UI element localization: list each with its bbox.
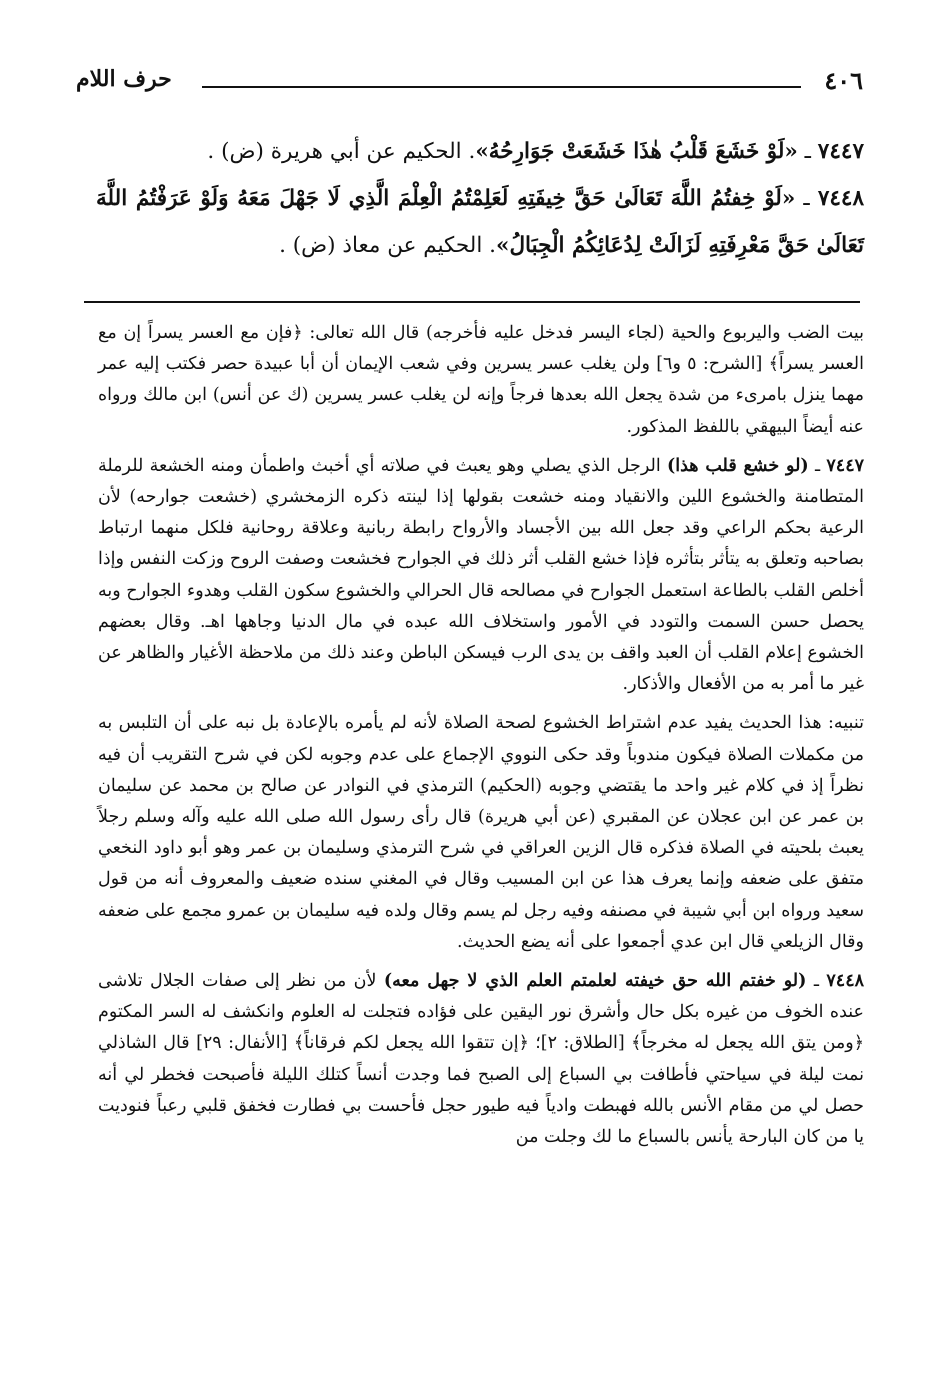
entry-dash: ـ (797, 139, 818, 164)
hadith-text: «لَوْ خِفتُمُ اللَّهَ تَعَالَىٰ حَقَّ خِيفَتِهِ لَعَلِمْتُمُ الْعِلْمَ الَّذِي لَا جَهْلَ مَعَهُ وَلَوْ عَرَفْتُمُ اللَّهَ تَعَالَىٰ حَقَّ مَعْرِفَتِهِ لَزَالَتْ لِدُعَائِكُمُ الْجِبَالُ» (96, 186, 864, 258)
commentary-lemma: (لو خشع قلب هذا) (666, 455, 809, 476)
section-separator (84, 301, 860, 303)
header-rule (202, 86, 801, 88)
main-text (96, 128, 864, 269)
commentary-paragraph (98, 318, 864, 443)
hadith-source: . الحكيم عن معاذ (ض) . (279, 233, 496, 258)
entry-number: ٧٤٤٧ (817, 139, 864, 164)
page-header (76, 66, 863, 100)
hadith-entry (96, 128, 864, 175)
page-number: ٤٠٦ (824, 66, 863, 95)
commentary (98, 318, 864, 1161)
commentary-text: الرجل الذي يصلي وهو يعبث في صلاته أي أخبث واطمأن ومنه الخشعة للرملة المتطامنة والخشوع اللين والانقياد ومنه خشعت بقولها إذا لينته ذكره الزمخشري (خشعت جوارحه) لأن الرعية بحكم الراعي وقد جعل الله بين الأجساد والأرواح رابطة ربانية وعلاقة روحانية فلكل منهما ارتباط بصاحبه وتعلق به يتأثر بتأثره فإذا خشع القلب أثر ذلك في الجوارح فخشعت وصفت الروح وزكت النفس وإذا أخلص القلب بالطاعة استعمل الجوارح في مصالحه قال الحرالي والخشوع سكون القلب وهدوء الجوارح وبه يحصل حسن السمت والتودد في الأمور واستخلاف الله عبده في مال الدنيا وجاهها اهـ. وقال بعضهم الخشوع إعلام القلب أن العبد واقف بن يدى الرب فيسكن الباطن وعند ذلك من ملاحظة الأغيار والظاهر عن غير ما أمر به من الأفعال والأذكار. (98, 455, 864, 695)
commentary-number: ٧٤٤٧ (826, 455, 864, 476)
commentary-text: لأن من نظر إلى صفات الجلال تلاشى عنده الخوف من غيره بكل حال وأشرق نور اليقين على فؤاده فتجلت له العلوم وانكشف له السر المكتوم ﴿ومن يتق الله يجعل له مخرجاً﴾ [الطلاق: ٢]؛ ﴿إن تتقوا الله يجعل لكم فرقاناً﴾ [الأنفال: ٢٩] قال الشاذلي نمت ليلة في سياحتي فأطافت بي السباع إلى الصبح فما وجدت أنساً كتلك الليلة فأصبحت فخطر لي أنه حصل لي من مقام الأنس بالله فهبطت وادياً فيه طيور حجل فأحست بي فطارت فخفق قلبي رعباً فنوديت يا من كان البارحة يأنس بالسباع ما لك وجلت من (98, 971, 864, 1148)
commentary-number: ٧٤٤٨ (826, 971, 864, 992)
hadith-source: . الحكيم عن أبي هريرة (ض) . (207, 139, 476, 164)
commentary-paragraph (98, 708, 864, 958)
entry-number: ٧٤٤٨ (817, 186, 865, 211)
commentary-lemma: (لو خفتم الله حق خيفته لعلمتم العلم الذي لا جهل معه) (383, 971, 807, 992)
hadith-entry (96, 175, 864, 269)
entry-dash: ـ (795, 186, 818, 211)
running-title: حرف اللام (76, 66, 172, 92)
commentary-text: بيت الضب واليربوع والحية (لجاء اليسر فدخل عليه فأخرجه) قال الله تعالى: ﴿فإن مع العسر يسراً إن مع العسر يسراً﴾ [الشرح: ٥ و٦] ولن يغلب عسر يسرين وفي شعب الإيمان أن أبا عبيدة حصر فكتب إليه عمر مهما ينزل بامرىء من شدة يجعل الله بعدها فرجاً وإنه لن يغلب عسر يسرين (ك عن أنس) ابن مالك ورواه عنه أيضاً البيهقي باللفظ المذكور. (98, 323, 864, 437)
commentary-paragraph: ٧٤٤٨ ـ (لو خفتم الله حق خيفته لعلمتم العلم الذي لا جهل معه) لأن من نظر إلى صفات الجلال تلاشى عنده الخوف من غيره بكل حال وأشرق نور اليقين على فؤاده فتجلت له العلوم وانكشف له السر المكتوم ﴿ومن يتق الله يجعل له مخرجاً﴾ [الطلاق: ٢]؛ ﴿إن تتقوا الله يجعل لكم فرقاناً﴾ [الأنفال: ٢٩] قال الشاذلي نمت ليلة في سياحتي فأطافت بي السباع إلى الصبح فما وجدت أنساً كتلك الليلة فأصبحت فخطر لي أنه حصل لي من مقام الأنس بالله فهبطت وادياً فيه طيور حجل فأحست بي فطارت فخفق قلبي رعباً فنوديت يا من كان البارحة يأنس بالسباع ما لك وجلت من (98, 971, 864, 1148)
commentary-paragraph: ٧٤٤٧ ـ (لو خشع قلب هذا) الرجل الذي يصلي وهو يعبث في صلاته أي أخبث واطمأن ومنه الخشعة للرملة المتطامنة والخشوع اللين والانقياد ومنه خشعت بقولها إذا لينته ذكره الزمخشري (خشعت جوارحه) لأن الرعية بحكم الراعي وقد جعل الله بين الأجساد والأرواح رابطة ربانية وعلاقة روحانية فلكل منهما ارتباط بصاحبه وتعلق به يتأثر بتأثره فإذا خشع القلب أثر ذلك في الجوارح فخشعت وصفت الروح وزكت النفس وإذا أخلص القلب بالطاعة استعمل الجوارح في مصالحه قال الحرالي والخشوع سكون القلب وهدوء الجوارح وبه يحصل حسن السمت والتودد في الأمور واستخلاف الله عبده في مال الدنيا وجاهها اهـ. وقال بعضهم الخشوع إعلام القلب أن العبد واقف بن يدى الرب فيسكن الباطن وعند ذلك من ملاحظة الأغيار والظاهر عن غير ما أمر به من الأفعال والأذكار. (98, 455, 864, 695)
hadith-text: «لَوْ خَشَعَ قَلْبُ هٰذَا خَشَعَتْ جَوَارِحُهُ» (475, 139, 798, 164)
commentary-text: تنبيه: هذا الحديث يفيد عدم اشتراط الخشوع لصحة الصلاة لأنه لم يأمره بالإعادة بل نبه على أن التلبس به من مكملات الصلاة فيكون مندوباً وقد حكى النووي الإجماع على عدم وجوبه لكن في شرح التقريب أن فيه نظراً إذ في كلام غير واحد ما يقتضي وجوبه (الحكيم) الترمذي في النوادر عن صالح بن محمد عن سليمان بن عمر عن ابن عجلان عن المقبري (عن أبي هريرة) قال رأى رسول الله صلى الله عليه وآله وسلم رجلاً يعبث بلحيته في الصلاة فذكره قال الزين العراقي في شرح الترمذي وسليمان بن عمر وهو أبو داود النخعي متفق على ضعفه وإنما يعرف هذا عن ابن المسيب وقال في المغني سنده ضعيف والمعروف أنه من قول سعيد ورواه ابن أبي شيبة في مصنفه وفيه رجل لم يسم وقال ولده فيه سليمان بن عمرو مجمع على ضعفه وقال الزيلعي قال ابن عدي أجمعوا على أنه يضع الحديث. (98, 713, 864, 952)
